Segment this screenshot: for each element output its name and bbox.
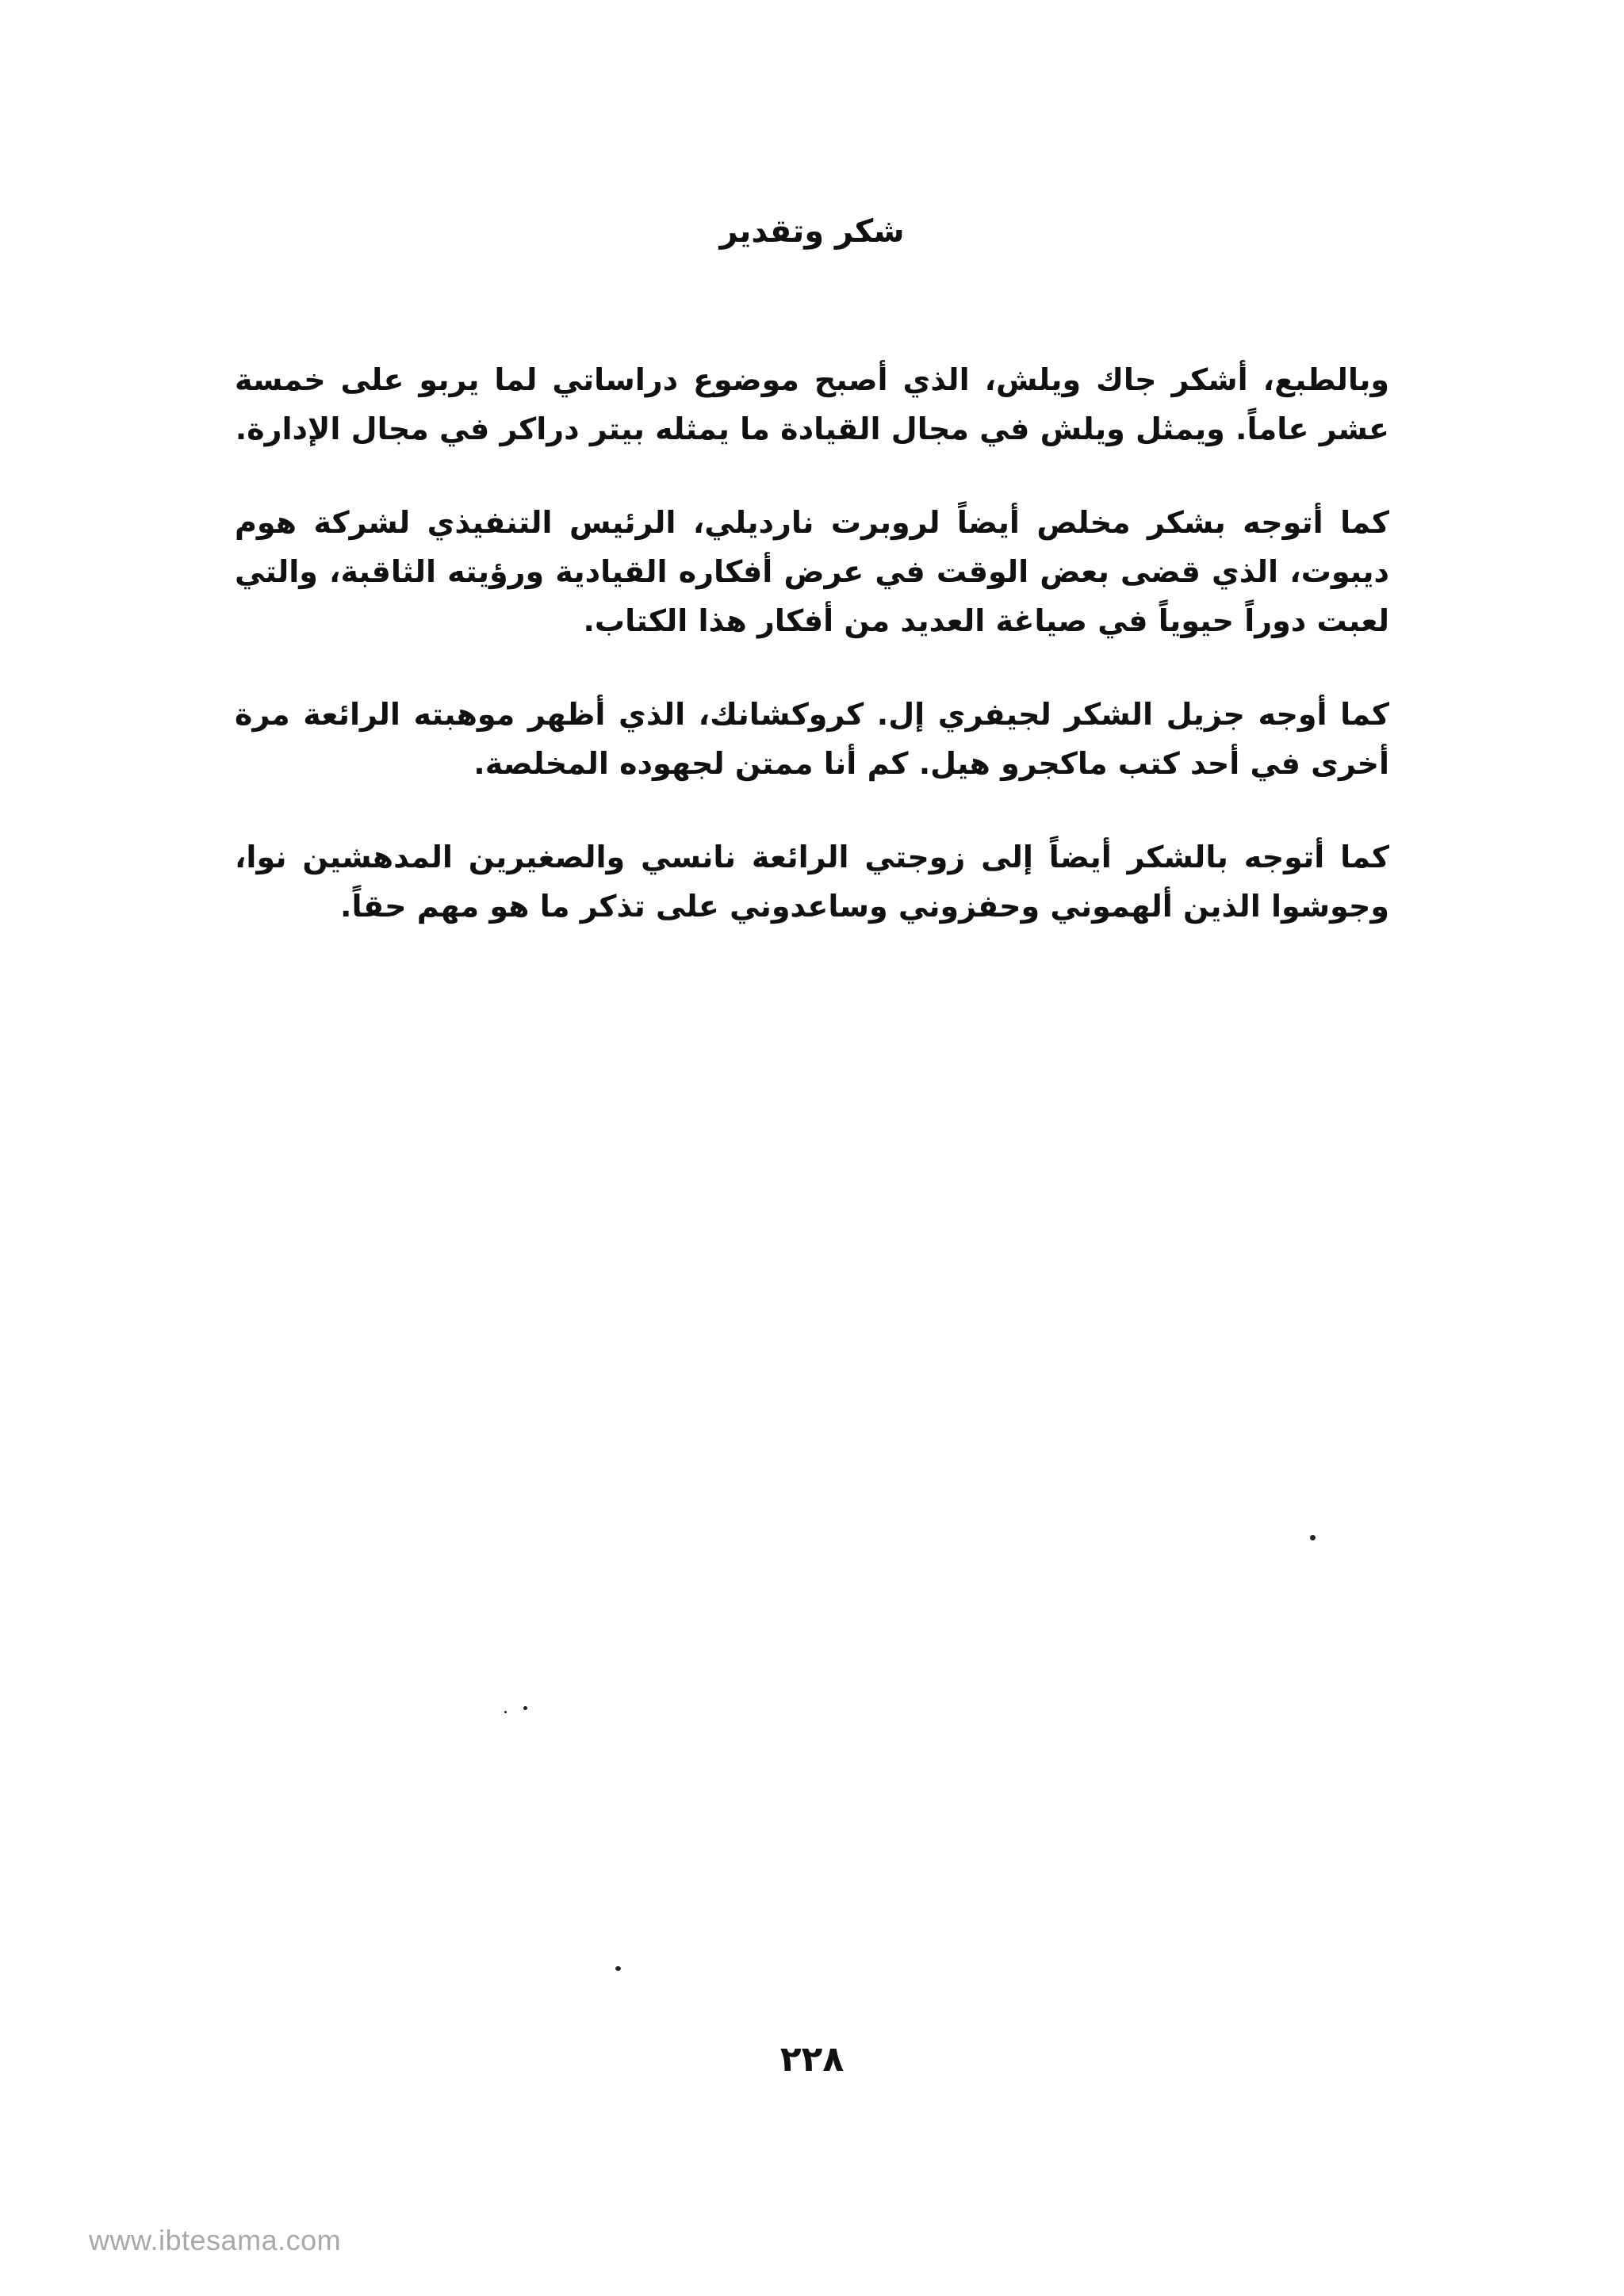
watermark: www.ibtesama.com [89,2224,342,2256]
paragraph-4: كما أتوجه بالشكر أيضاً إلى زوجتي الرائعة نانسي والصغيرين المدهشين نوا، وجوشوا الذين ألهموني وحفزوني وساعدوني على تذكر ما هو مهم حقاً. [235,840,1389,924]
scan-speck [615,1966,621,1971]
scan-speck [1310,1535,1316,1540]
paragraph-3: كما أوجه جزيل الشكر لجيفري إل. كروكشانك، الذي أظهر موهبته الرائعة مرة أخرى في أحد كتب ماكجرو هيل. كم أنا ممتن لجهوده المخلصة. [235,697,1389,781]
acknowledgements-body [235,355,1389,975]
scan-speck [523,1706,527,1710]
scan-speck [504,1711,507,1713]
page-title: شكر وتقدير [719,213,905,250]
page-number: ٢٢٨ [779,2039,845,2080]
paragraph-1: وبالطبع، أشكر جاك ويلش، الذي أصبح موضوع دراساتي لما يربو على خمسة عشر عاماً. ويمثل ويلش في مجال القيادة ما يمثله بيتر دراكر في مجال الإدارة. [235,362,1389,446]
paragraph-2: كما أتوجه بشكر مخلص أيضاً لروبرت نارديلي، الرئيس التنفيذي لشركة هوم ديبوت، الذي قضى بعض الوقت في عرض أفكاره القيادية ورؤيته الثاقبة، والتي لعبت دوراً حيوياً في صياغة العديد من أفكار هذا الكتاب. [235,505,1389,638]
